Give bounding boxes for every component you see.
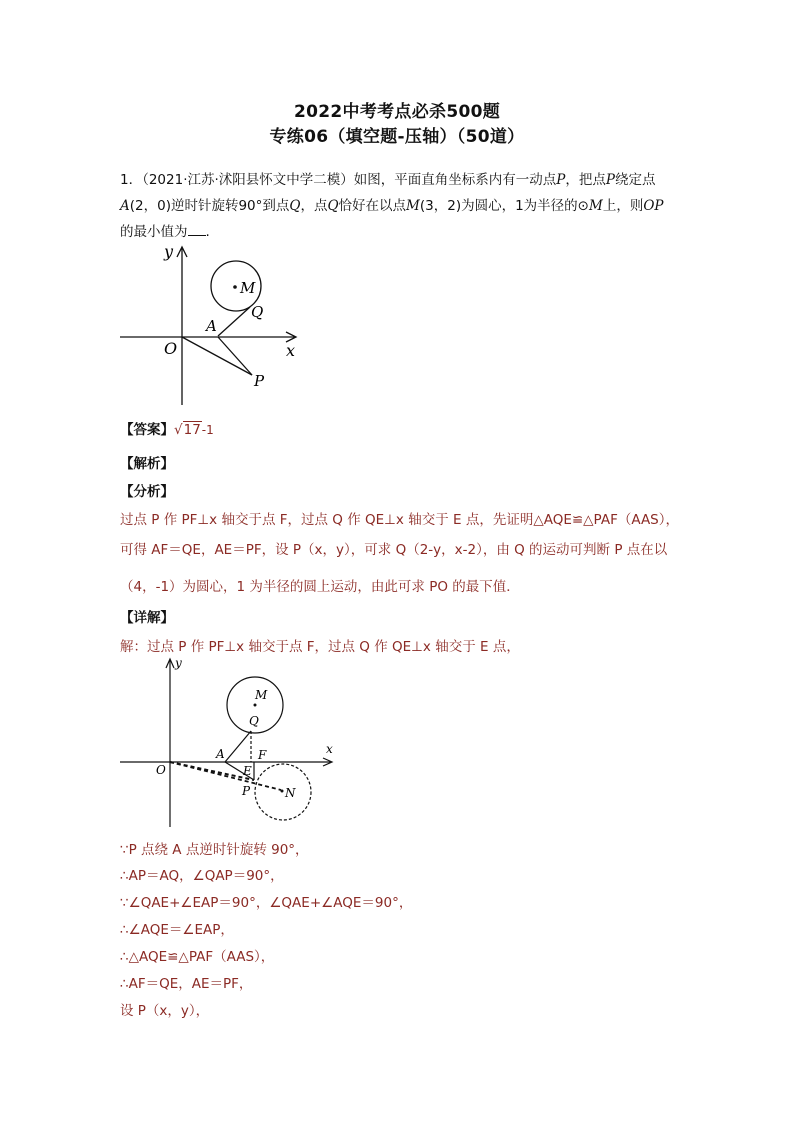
label-x-2: x [326,742,333,756]
answer-suffix: -1 [201,423,214,437]
center-n-dot [281,790,284,793]
label-q-2: Q [249,714,259,728]
label-e-2: E [243,764,252,778]
var-q: Q [289,198,301,214]
step-6: ∴AF＝QE，AE＝PF， [120,976,253,992]
label-x: x [286,341,296,360]
label-m-2: M [255,688,268,702]
figure-2 [118,655,348,830]
answer-blank [188,223,206,236]
problem-text: 上，则 [602,198,644,214]
step-4: ∴∠AQE＝∠EAP， [120,922,234,938]
label-p: P [254,372,265,390]
label-q: Q [251,303,264,321]
step-2: ∴AP＝AQ，∠QAP＝90°， [120,868,284,884]
var-m: M [406,198,420,214]
problem-text: ，把点 [565,172,606,188]
var-p: P [605,172,615,188]
document-title: 2022中考考点必杀500题 [294,102,500,122]
problem-text: (2，0)逆时针旋转90°到点 [129,198,290,214]
var-p: P [556,172,566,188]
analysis-line-1: 过点 P 作 PF⊥x 轴交于点 F，过点 Q 作 QE⊥x 轴交于 E 点，先证明△AQE≌△PAF（AAS）， [120,512,679,528]
figure-1 [110,240,310,410]
analysis-line-2: 可得 AF＝QE，AE＝PF，设 P（x，y），可求 Q（2-y，x-2），由 Q 的运动可判断 P 点在以 [120,542,668,558]
problem-text: ，点 [300,198,328,214]
section-fenxi: 【分析】 [120,484,174,500]
problem-line-1 [120,168,680,188]
problem-text: 绕定点 [614,172,656,188]
segment-ap [218,337,252,375]
problem-text: 恰好在以点 [338,198,407,214]
segment-op [182,337,252,375]
center-m-dot-2 [254,704,257,707]
step-7: 设 P（x，y）， [120,1003,210,1019]
label-n-2: N [285,786,296,800]
var-m: M [589,198,603,214]
problem-text: 如图，平面直角坐标系内有一动点 [353,172,557,188]
problem-number: 1． [120,172,143,188]
label-p-2: P [242,784,251,798]
segment-on-dashed [170,762,281,790]
problem-text: . [205,224,210,240]
analysis-line-3: （4，-1）为圆心，1 为半径的圆上运动，由此可求 PO 的最下值． [120,579,520,595]
answer-tag: 【答案】 [120,422,174,438]
segment-op-dashed [170,762,254,780]
label-f-2: F [258,748,267,762]
document-subtitle: 专练06（填空题-压轴）（50道） [269,127,525,147]
problem-line-3 [120,220,680,240]
problem-source: （2021·江苏·沭阳县怀文中学二模） [142,172,354,188]
section-xiangjie: 【详解】 [120,610,174,626]
sqrt-sign: √ [174,422,183,438]
var-a: A [120,198,130,214]
label-a-2: A [216,747,225,761]
segment-aq-2 [225,731,251,762]
step-1: ∵P 点绕 A 点逆时针旋转 90°， [120,842,309,858]
step-3: ∵∠QAE+∠EAP＝90°，∠QAE+∠AQE＝90°， [120,895,413,911]
problem-text: 的最小值为 [120,224,188,240]
label-y-2: y [175,656,182,670]
answer-line [120,418,680,438]
label-y: y [164,242,174,261]
var-q: Q [327,198,339,214]
problem-text: (3，2)为圆心，1为半径的⊙ [419,198,589,214]
var-op: OP [643,198,664,214]
radicand: 17 [183,422,201,438]
answer-value [174,422,214,438]
center-m-dot [233,285,237,289]
step-5: ∴△AQE≌△PAF（AAS）， [120,949,275,965]
label-o-2: O [156,763,166,777]
problem-line-2 [120,194,680,214]
section-jiexi: 【解析】 [120,456,174,472]
label-a: A [206,317,217,335]
detail-line-1: 解：过点 P 作 PF⊥x 轴交于点 F，过点 Q 作 QE⊥x 轴交于 E 点， [120,639,520,655]
label-o: O [164,339,178,358]
label-m: M [240,279,256,297]
